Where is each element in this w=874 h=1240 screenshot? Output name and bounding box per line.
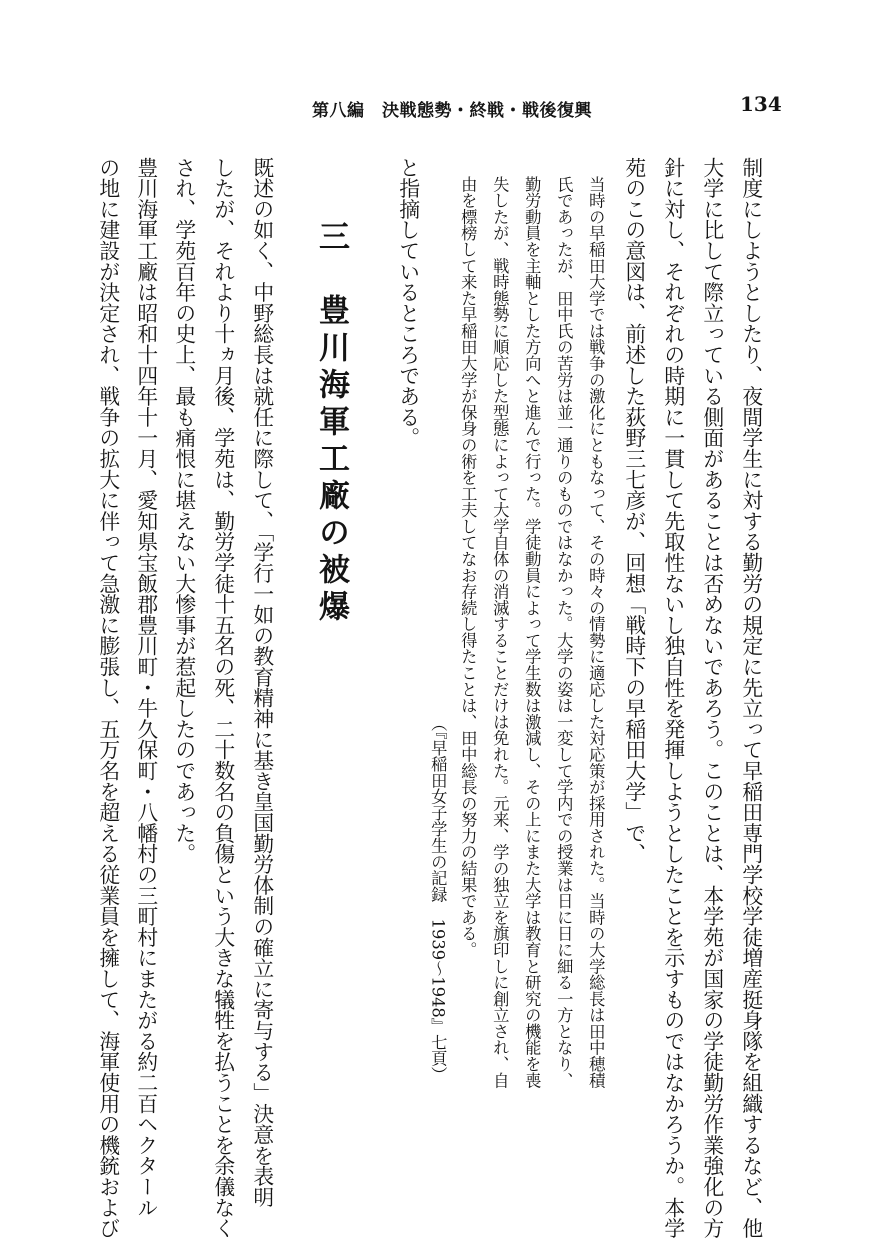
body-line: の地に建設が決定され、戦争の拡大に伴って急激に膨張し、五万名を超える従業員を擁して、海軍使用の機銃および [95,157,120,1239]
page-number: 134 [740,92,782,116]
body-line: 制度にしようとしたり、夜間学生に対する勤労の規定に先立って早稲田専門学校学徒増産挺身隊を組織するなど、他 [738,157,763,1239]
body-line: 豊川海軍工廠は昭和十四年十一月、愛知県宝飯郡豊川町・牛久保町・八幡村の三町村にまたがる約二百ヘクタール [133,157,158,1218]
body-line: 大学に比して際立っている側面があることは否めないであろう。このことは、本学苑が国家の学徒勤労作業強化の方 [699,157,724,1239]
body-line: され、学苑百年の史上、最も痛恨に堪えない大惨事が惹起したのであった。 [171,157,196,865]
quote-line: 勤労動員を主軸とした方向へと進んで行った。学徒動員によって学生数は激減し、その上にまた大学は教育と研究の機能を喪 [522,176,542,1089]
body-line: 苑のこの意図は、前述した荻野三七彦が、回想「戦時下の早稲田大学」で、 [621,157,646,865]
quote-line: 由を標榜して来た早稲田大学が保身の術を工夫してなお存続し得たことは、田中総長の努力の結果である。 [458,176,478,958]
quote-line: 氏であったが、田中氏の苦労は並一通りのものではなかった。大学の姿は一変して学内での授業は日に日に細る一方となり、 [554,176,574,1089]
quote-line: 失したが、戦時態勢に順応した型態によって大学自体の消滅することだけは免れた。元来、学の独立を旗印しに創立され、自 [490,176,510,1089]
body-line: と指摘しているところである。 [395,157,420,449]
body-line: 既述の如く、中野総長は就任に際して、「学行一如の教育精神に基き皇国勤労体制の確立に寄与する」決意を表明 [249,157,274,1208]
body-line: 針に対し、それぞれの時期に一貫して先取性ないし独自性を発揮しようとしたことを示すものではなかろうか。本学 [660,157,685,1239]
body-line: したが、それより十ヵ月後、学苑は、勤労学徒十五名の死、二十数名の負傷という大きな犠牲を払うことを余儀なく [210,157,235,1239]
quote-line: 当時の早稲田大学では戦争の激化にともなって、その時々の情勢に適応した対応策が採用された。当時の大学総長は田中穂積 [586,176,606,1089]
quote-citation: （『早稲田女子学生の記録 1939〜1948』七頁） [428,715,448,1083]
running-header: 第八編 決戦態勢・終戦・戦後復興 [312,101,592,121]
section-title: 三 豊川海軍工廠の被爆 [313,220,349,627]
